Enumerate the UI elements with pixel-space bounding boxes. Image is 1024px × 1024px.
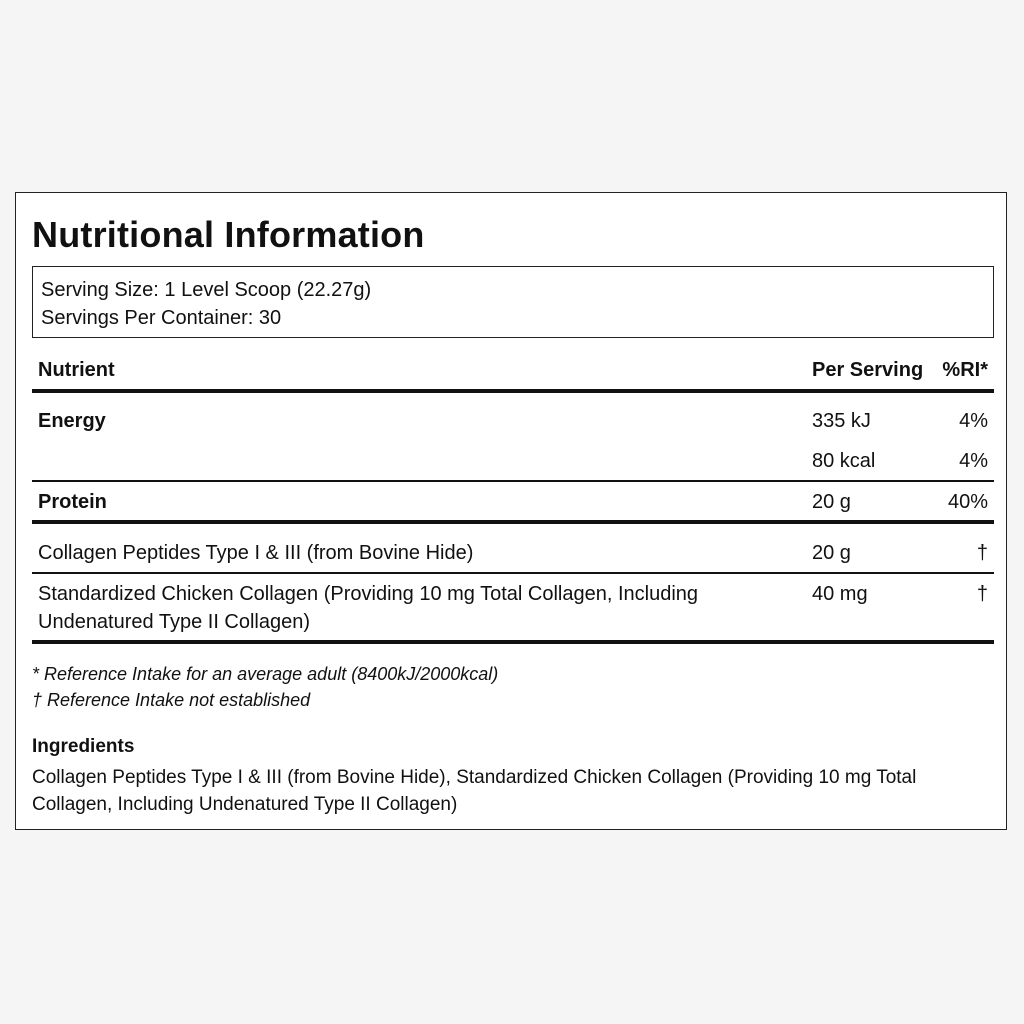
row-divider <box>32 480 994 482</box>
header-ri: %RI* <box>942 359 988 381</box>
nutrient-name: Energy <box>38 410 106 432</box>
ri-value: 4% <box>959 410 988 432</box>
ri-value: † <box>976 542 988 564</box>
nutrient-name: Standardized Chicken Collagen (Providing 10 mg Total Collagen, Including Undenatured Type II Collagen) <box>38 583 699 633</box>
ri-value: † <box>976 583 988 605</box>
table-bottom-divider <box>32 640 994 644</box>
per-serving-value: 40 mg <box>812 583 868 605</box>
servings-per-container: Servings Per Container: 30 <box>41 307 282 329</box>
ri-value: 40% <box>947 491 988 513</box>
panel-title: Nutritional Information <box>32 214 425 255</box>
nutrient-name: Collagen Peptides Type I & III (from Bovine Hide) <box>38 542 474 564</box>
header-per-serving: Per Serving <box>812 359 924 381</box>
row-divider <box>32 572 994 574</box>
serving-info-box <box>32 266 994 338</box>
dagger-footnote: † Reference Intake not established <box>32 690 311 710</box>
nutrient-name: Protein <box>38 491 107 513</box>
per-serving-value: 335 kJ <box>812 410 871 432</box>
row-divider <box>32 520 994 524</box>
header-nutrient: Nutrient <box>38 359 115 381</box>
footnotes <box>32 661 498 713</box>
ri-value: 4% <box>959 450 988 472</box>
serving-size: Serving Size: 1 Level Scoop (22.27g) <box>41 279 372 301</box>
per-serving-value: 80 kcal <box>812 450 876 472</box>
ri-footnote: * Reference Intake for an average adult (8400kJ/2000kcal) <box>32 664 499 684</box>
per-serving-value: 20 g <box>812 491 851 513</box>
ingredients-heading: Ingredients <box>32 736 135 757</box>
nutrition-panel <box>15 192 1007 830</box>
ingredients-text: Collagen Peptides Type I & III (from Bovine Hide), Standardized Chicken Collagen (Providing 10 mg Total Collagen, Including Undenatured Type II Collagen) <box>32 767 917 815</box>
header-divider <box>32 389 994 393</box>
per-serving-value: 20 g <box>812 542 851 564</box>
